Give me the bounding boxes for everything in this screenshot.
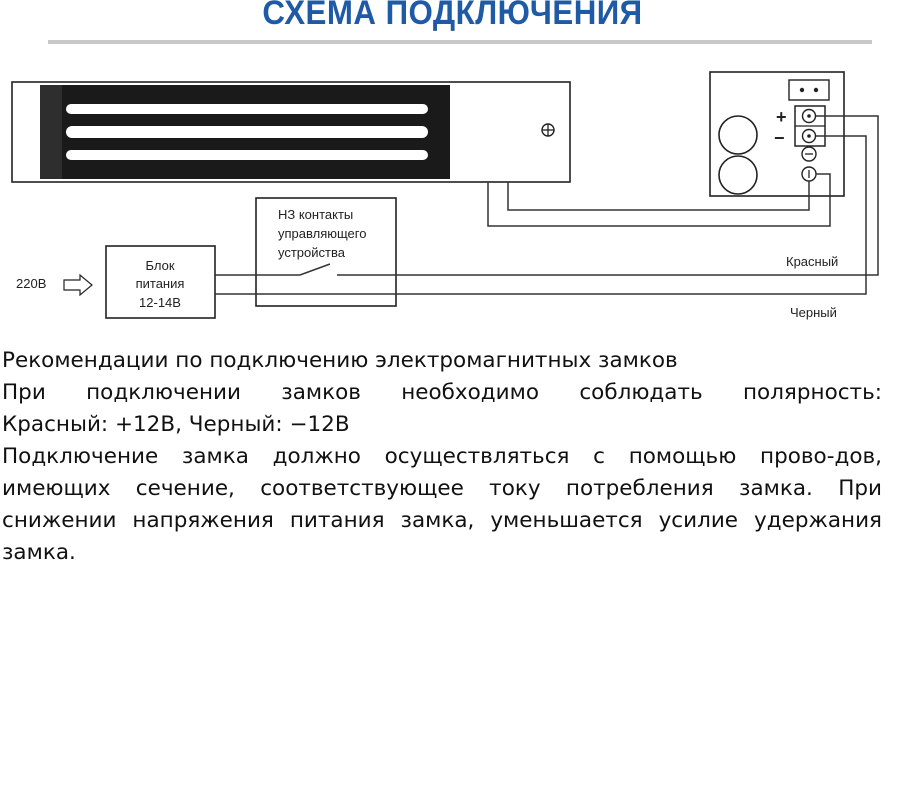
polarity-note: При подключении замков необходимо соблюдать полярность:: [2, 380, 882, 405]
terminal-minus-label: −: [774, 128, 785, 148]
title-divider: [48, 40, 872, 44]
wire-black-label: Черный: [790, 305, 837, 320]
lock-screw-icon: [542, 124, 554, 136]
connection-recommendations: [2, 345, 882, 569]
power-supply-box: [106, 246, 215, 318]
wiring-diagram: [0, 60, 905, 330]
recommendations-heading: Рекомендации по подключению электромагнитных замков: [2, 348, 678, 373]
page-title: СХЕМА ПОДКЛЮЧЕНИЯ: [262, 0, 643, 32]
junction-box: [710, 72, 844, 196]
wiring-note: Подключение замка должно осуществляться с помощью прово-дов, имеющих сечение, соответствующее току потребления замка. При снижении напряжения питания замка, уменьшается усилие удержания замка.: [2, 444, 882, 565]
electromagnetic-lock: [12, 82, 570, 182]
control-device-line-3: устройства: [278, 245, 345, 260]
input-arrow-icon: [64, 275, 92, 295]
terminal-plus-label: +: [776, 107, 787, 127]
power-supply-line-3: 12-14В: [139, 295, 181, 310]
control-device-line-1: НЗ контакты: [278, 207, 354, 222]
control-device-box: [256, 198, 396, 306]
wire-red-label: Красный: [786, 254, 839, 269]
power-supply-line-1: Блок: [145, 258, 175, 273]
polarity-values: Красный: +12В, Черный: −12В: [2, 412, 350, 437]
mains-voltage-label: 220В: [16, 276, 47, 291]
control-device-line-2: управляющего: [278, 226, 367, 241]
power-supply-line-2: питания: [135, 276, 185, 291]
